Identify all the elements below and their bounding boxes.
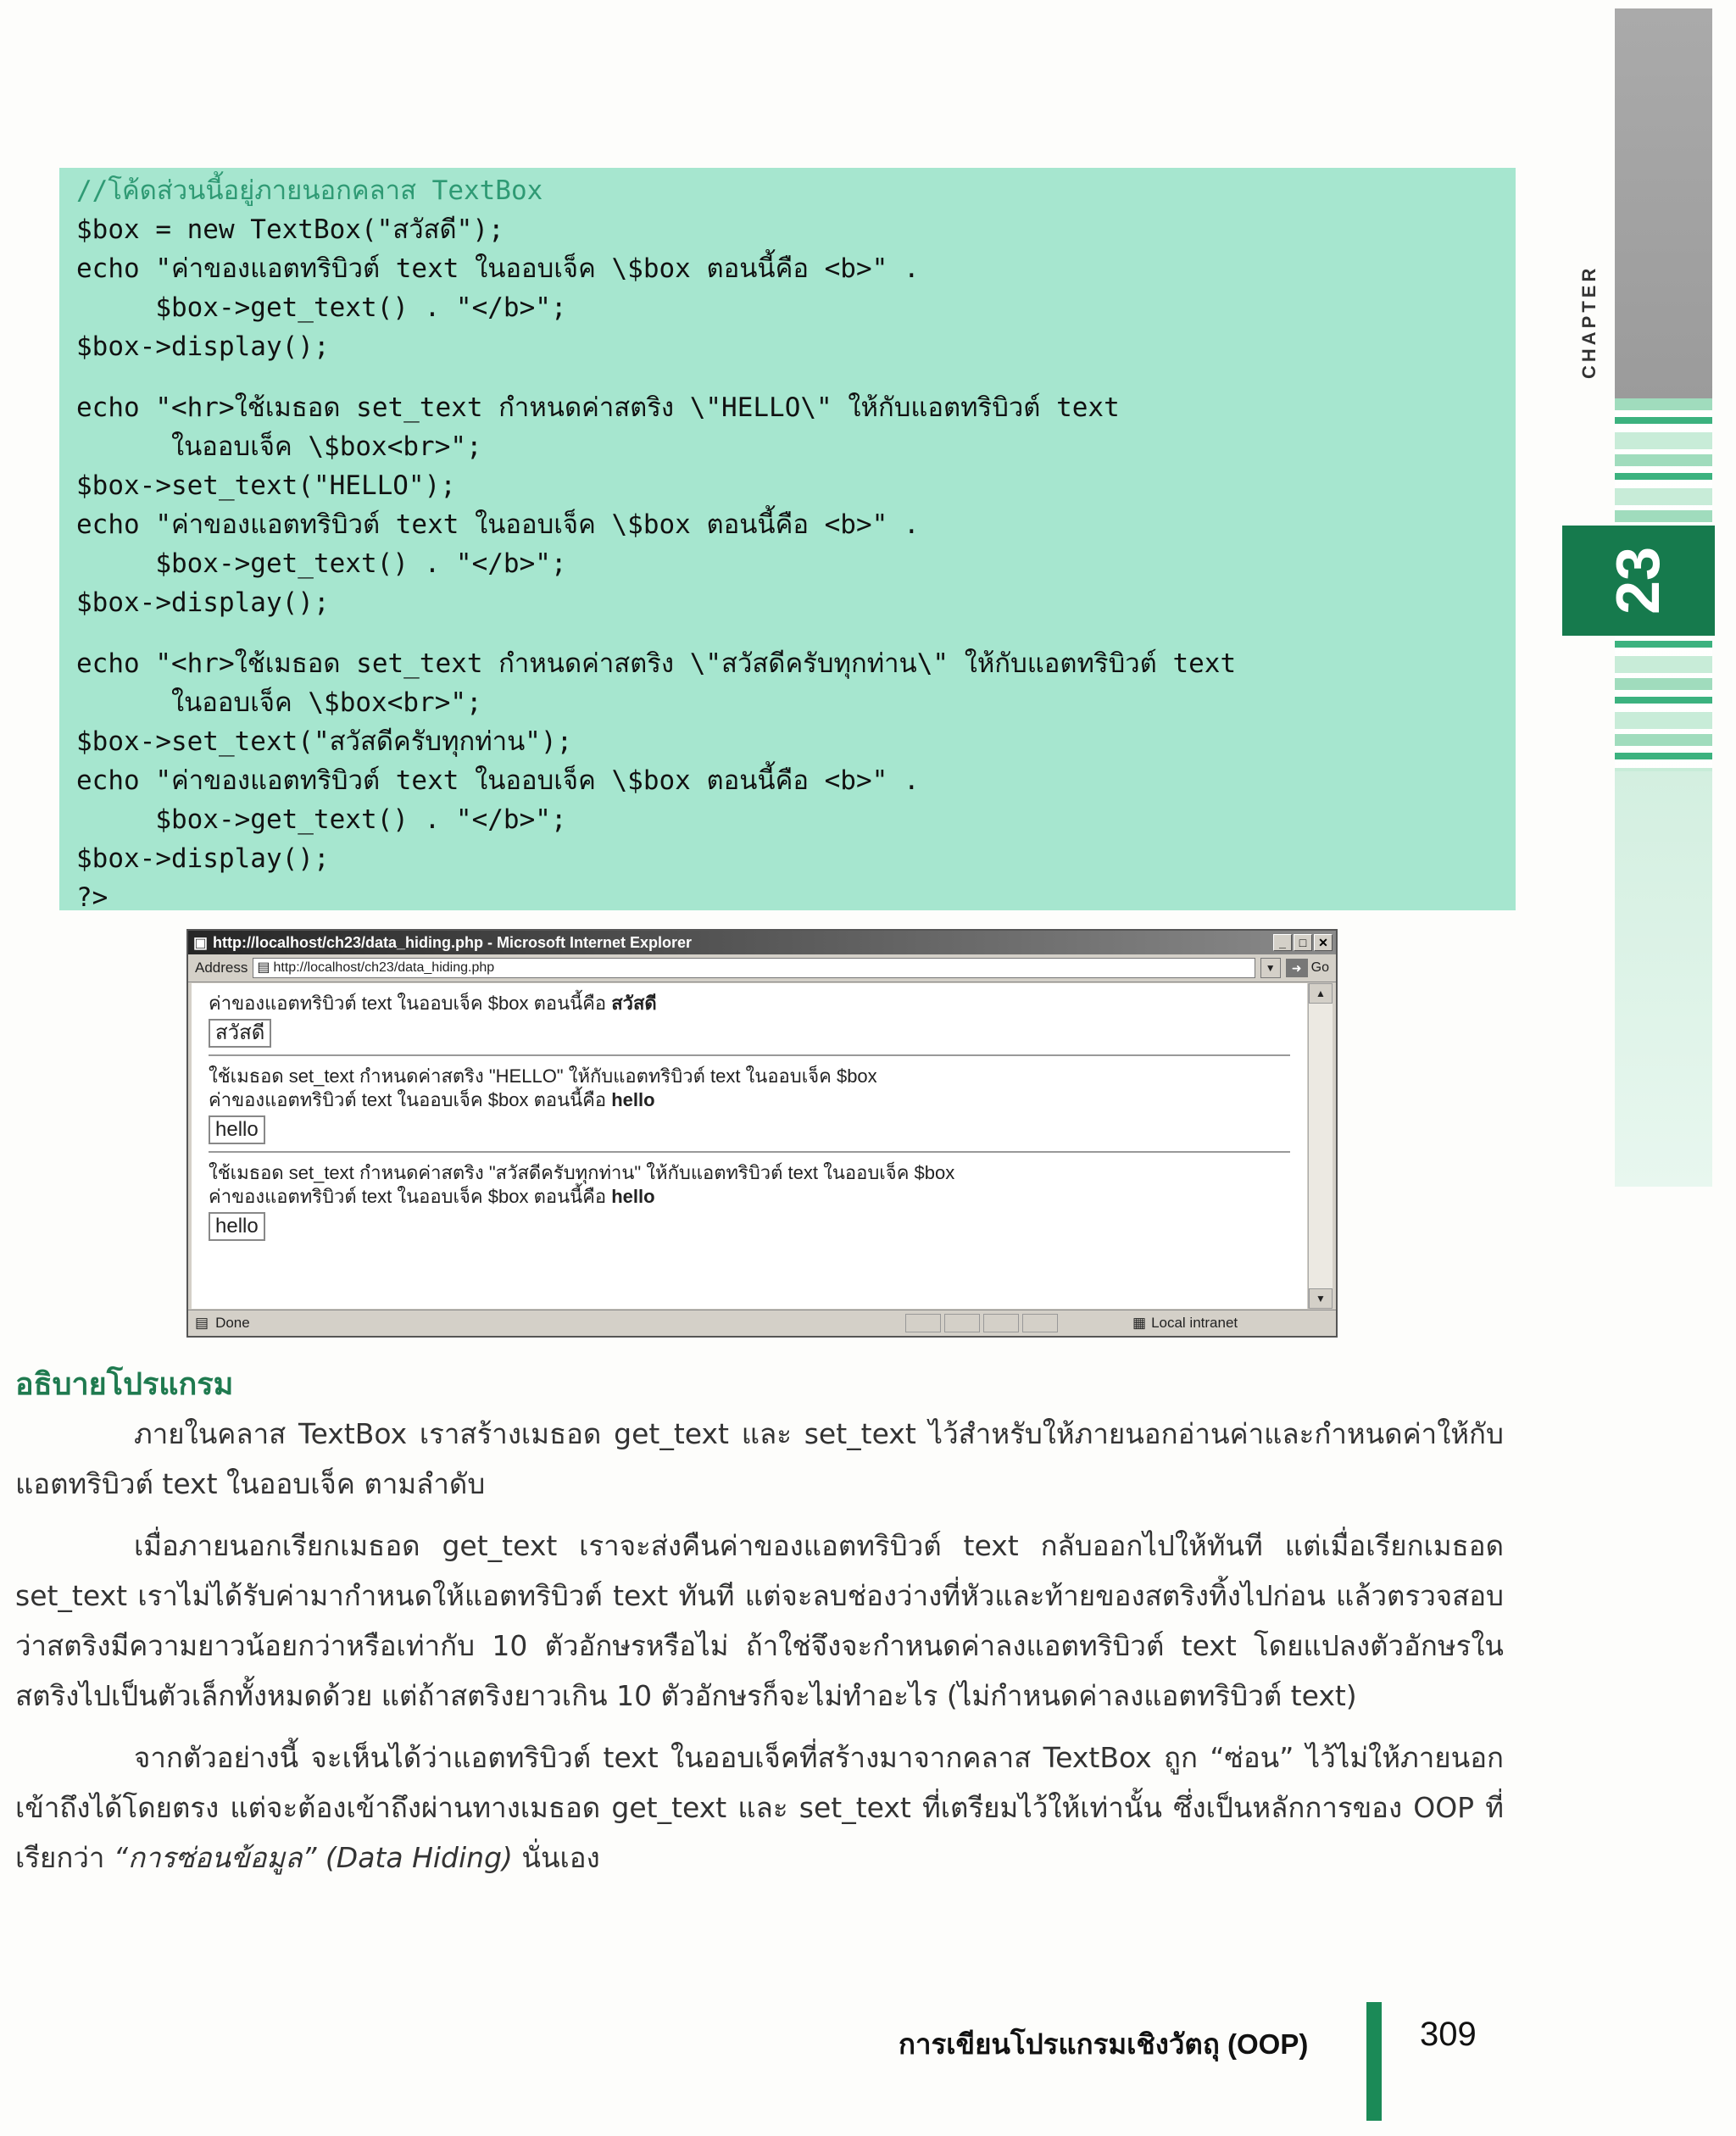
code-gap <box>76 622 1499 644</box>
ie-logo-icon: ▣ <box>193 934 209 951</box>
output-text: ค่าของแอตทริบิวต์ text ในออบเจ็ค $box ตอนนี้คือ <box>209 1089 612 1110</box>
code-line: $box->display(); <box>76 587 330 618</box>
emphasis-term: “การซ่อนข้อมูล” (Data Hiding) <box>113 1841 513 1874</box>
browser-window <box>186 929 1338 1338</box>
code-line: $box->get_text() . "</b>"; <box>76 804 567 835</box>
minimize-button[interactable]: _ <box>1273 934 1292 951</box>
status-panels <box>905 1314 1058 1332</box>
status-panel <box>905 1314 941 1332</box>
status-bar <box>188 1310 1336 1336</box>
code-line: echo "<hr>ใช้เมธอด set_text กำหนดค่าสตริง \"สวัสดีครับทุกท่าน\" ให้กับแอตทริบิวต์ text <box>76 648 1237 679</box>
footer-divider <box>1366 2002 1382 2121</box>
close-button[interactable]: ✕ <box>1314 934 1333 951</box>
code-line: $box->set_text("HELLO"); <box>76 470 456 501</box>
address-dropdown-button[interactable]: ▼ <box>1260 958 1281 978</box>
paragraph <box>15 1733 1504 1883</box>
code-line: $box->display(); <box>76 843 330 874</box>
address-bar <box>188 954 1336 982</box>
explanation-body <box>15 1409 1504 1894</box>
textbox-display: สวัสดี <box>209 1019 271 1048</box>
output-message: ใช้เมธอด set_text กำหนดค่าสตริง "HELLO" ให้กับแอตทริบิวต์ text ในออบเจ็ค $box <box>209 1065 877 1087</box>
address-input[interactable] <box>253 958 1255 978</box>
scroll-down-icon[interactable]: ▼ <box>1309 1288 1333 1309</box>
browser-titlebar <box>188 931 1336 954</box>
scroll-up-icon[interactable]: ▲ <box>1309 983 1333 1004</box>
output-section <box>209 983 1290 1056</box>
output-line <box>209 992 1290 1015</box>
chapter-label: CHAPTER <box>1578 264 1600 380</box>
code-line: echo "<hr>ใช้เมธอด set_text กำหนดค่าสตริง \"HELLO\" ให้กับแอตทริบิวต์ text <box>76 392 1120 423</box>
output-section <box>209 1056 1290 1153</box>
code-line: //โค้ดส่วนนี้อยู่ภายนอกคลาส TextBox <box>76 175 543 206</box>
output-value: สวัสดี <box>611 993 657 1014</box>
done-page-icon: ▤ <box>195 1315 209 1331</box>
output-line <box>209 1088 1290 1112</box>
go-label: Go <box>1310 960 1329 975</box>
status-panel <box>983 1314 1019 1332</box>
chapter-number-tab <box>1562 526 1715 636</box>
code-line: echo "ค่าของแอตทริบิวต์ text ในออบเจ็ค \$box ตอนนี้คือ <b>" . <box>76 509 920 540</box>
code-line: ?> <box>76 882 108 913</box>
paragraph-text: นั่นเอง <box>512 1841 600 1874</box>
output-text: ค่าของแอตทริบิวต์ text ในออบเจ็ค $box ตอนนี้คือ <box>209 993 612 1014</box>
code-line: $box->get_text() . "</b>"; <box>76 292 567 323</box>
output-section <box>209 1153 1290 1248</box>
code-line: $box->get_text() . "</b>"; <box>76 548 567 579</box>
page-number: 309 <box>1420 2016 1477 2053</box>
address-label: Address <box>195 960 248 976</box>
output-text: ค่าของแอตทริบิวต์ text ในออบเจ็ค $box ตอนนี้คือ <box>209 1186 612 1207</box>
code-listing <box>59 168 1516 913</box>
go-arrow-icon: ➜ <box>1286 959 1308 977</box>
code-line: $box = new TextBox("สวัสดี"); <box>76 214 504 245</box>
textbox-display: hello <box>209 1115 265 1144</box>
security-zone <box>1132 1315 1336 1332</box>
page-viewport <box>192 983 1307 1309</box>
address-url: http://localhost/ch23/data_hiding.php <box>273 960 495 975</box>
code-gap <box>76 366 1499 388</box>
status-panel <box>944 1314 980 1332</box>
output-value: hello <box>611 1089 655 1110</box>
page-icon: ▤ <box>257 960 270 975</box>
status-text: Done <box>215 1315 250 1331</box>
code-line: ในออบเจ็ค \$box<br>"; <box>76 687 482 718</box>
paragraph: เมื่อภายนอกเรียกเมธอด get_text เราจะส่งคืนค่าของแอตทริบิวต์ text กลับออกไปให้ทันที แต่เมื่อเรียกเมธอด set_text เราไม่ได้รับค่ามากำหนดให้แอตทริบิวต์ text ทันที แต่จะลบช่องว่างที่หัวและท้ายของสตริงทิ้งไปก่อน แล้วตรวจสอบว่าสตริงมีความยาวน้อยกว่าหรือเท่ากับ 10 ตัวอักษรหรือไม่ ถ้าใช่จึงจะกำหนดค่าลงแอตทริบิวต์ text โดยแปลงตัวอักษรในสตริงไปเป็นตัวเล็กทั้งหมดด้วย แต่ถ้าสตริงยาวเกิน 10 ตัวอักษรก็จะไม่ทำอะไร (ไม่กำหนดค่าลงแอตทริบิวต์ text) <box>15 1529 1504 1712</box>
output-line <box>209 1185 1290 1209</box>
footer-title: การเขียนโปรแกรมเชิงวัตถุ (OOP) <box>899 2028 1309 2060</box>
textbox-display: hello <box>209 1212 265 1241</box>
zone-text: Local intranet <box>1151 1315 1238 1331</box>
chapter-number: 23 <box>1605 546 1672 615</box>
code-line: $box->set_text("สวัสดีครับทุกท่าน"); <box>76 726 573 757</box>
sidebar-gray-band <box>1615 8 1712 398</box>
code-line: echo "ค่าของแอตทริบิวต์ text ในออบเจ็ค \$box ตอนนี้คือ <b>" . <box>76 253 920 284</box>
window-controls <box>1273 934 1333 951</box>
code-line: $box->display(); <box>76 331 330 362</box>
paragraph-text: จากตัวอย่างนี้ จะเห็นได้ว่าแอตทริบิวต์ text ในออบเจ็คที่สร้างมาจากคลาส TextBox ถูก “ซ่อน” ไว้ไม่ให้ภายนอกเข้าถึงได้โดยตรง แต่จะต้องเข้าถึงผ่านทางเมธอด get_text และ set_text ที่เตรียมไว้ให้เท่านั้น ซึ่งเป็นหลักการของ OOP ที่เรียกว่า <box>15 1741 1504 1874</box>
go-button[interactable] <box>1286 959 1329 977</box>
section-heading: อธิบายโปรแกรม <box>15 1366 234 1401</box>
paragraph: ภายในคลาส TextBox เราสร้างเมธอด get_text และ set_text ไว้สำหรับให้ภายนอกอ่านค่าและกำหนดค่าให้กับแอตทริบิวต์ text ในออบเจ็ค ตามลำดับ <box>15 1417 1504 1500</box>
output-value: hello <box>611 1186 655 1207</box>
browser-title: http://localhost/ch23/data_hiding.php - Microsoft Internet Explorer <box>213 934 693 951</box>
code-line: ในออบเจ็ค \$box<br>"; <box>76 431 482 462</box>
intranet-icon: ▦ <box>1132 1315 1147 1331</box>
sidebar-lower-band <box>1615 771 1712 1187</box>
output-message: ใช้เมธอด set_text กำหนดค่าสตริง "สวัสดีครับทุกท่าน" ให้กับแอตทริบิวต์ text ในออบเจ็ค $box <box>209 1162 955 1183</box>
status-panel <box>1022 1314 1058 1332</box>
code-line: echo "ค่าของแอตทริบิวต์ text ในออบเจ็ค \$box ตอนนี้คือ <b>" . <box>76 765 920 796</box>
maximize-button[interactable]: □ <box>1294 934 1312 951</box>
vertical-scrollbar[interactable] <box>1308 983 1333 1309</box>
